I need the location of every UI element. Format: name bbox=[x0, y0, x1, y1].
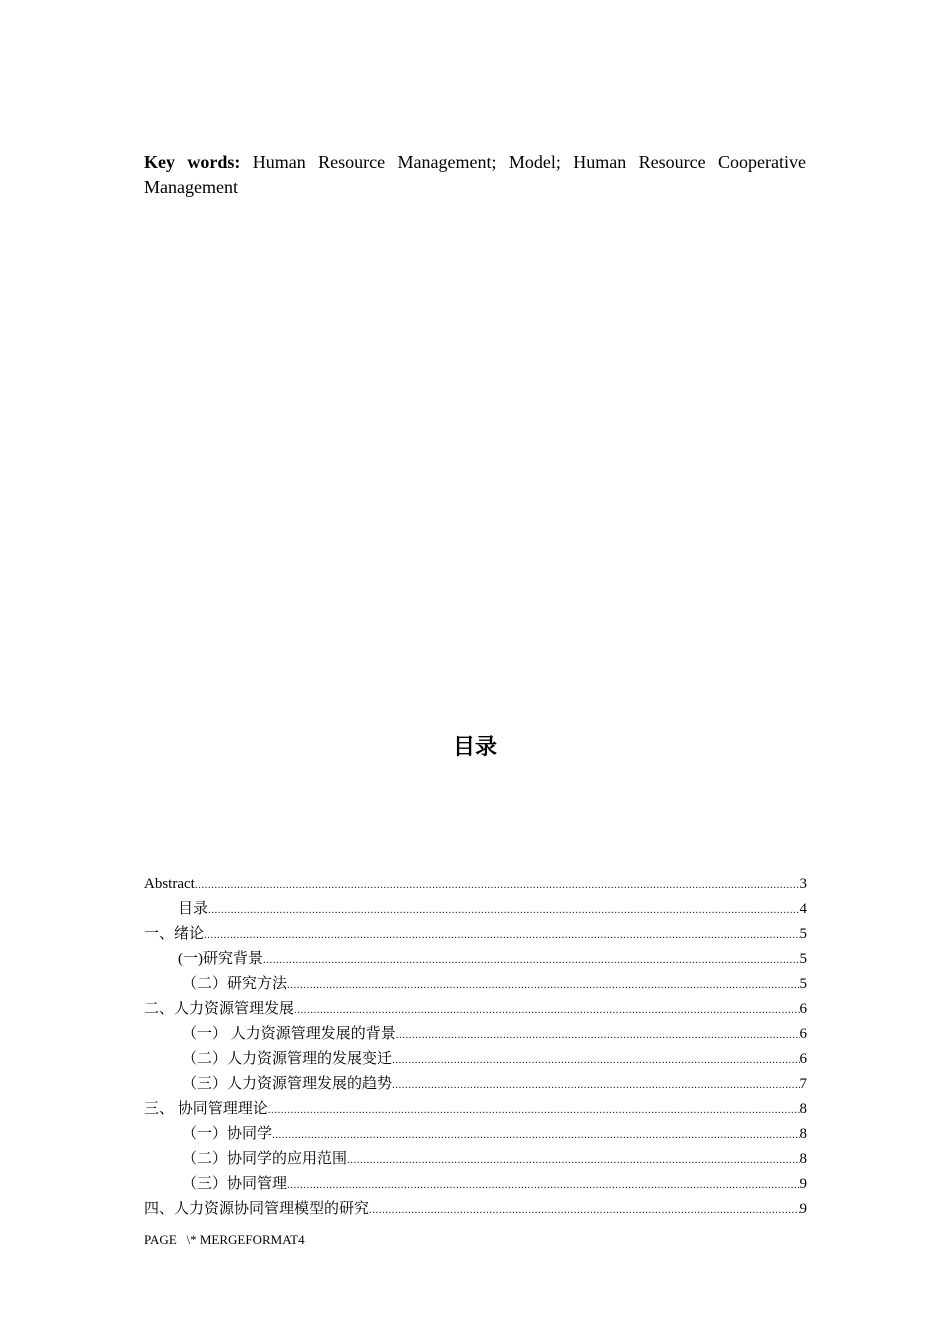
toc-entry-page: 9 bbox=[799, 1201, 807, 1217]
toc-leader-dots bbox=[263, 949, 800, 971]
toc-entry-chapter-3[interactable] bbox=[144, 1098, 807, 1123]
toc-entry-chapter-2[interactable] bbox=[144, 998, 807, 1023]
keywords-label: Key words: bbox=[144, 152, 241, 172]
toc-leader-dots bbox=[195, 874, 800, 896]
toc-leader-dots bbox=[392, 1074, 799, 1096]
toc-entry-label: 一、绪论 bbox=[144, 926, 205, 942]
toc-leader-dots bbox=[396, 1024, 800, 1046]
keywords-paragraph bbox=[144, 150, 806, 200]
toc-entry-1-2[interactable] bbox=[144, 973, 807, 998]
toc-entry-label: （一） 人力资源管理发展的背景 bbox=[182, 1026, 396, 1042]
toc-entry-label: 二、人力资源管理发展 bbox=[144, 1001, 295, 1017]
toc-entry-label: 目录 bbox=[178, 901, 209, 917]
toc-entry-label: 四、人力资源协同管理模型的研究 bbox=[144, 1201, 370, 1217]
toc-leader-dots bbox=[268, 1099, 800, 1121]
toc-entry-page: 6 bbox=[799, 1051, 807, 1067]
toc-leader-dots bbox=[272, 1124, 799, 1146]
toc-entry-page: 7 bbox=[799, 1076, 807, 1092]
page-footer-field: PAGE \* MERGEFORMAT4 bbox=[144, 1232, 305, 1247]
toc-entry-page: 4 bbox=[799, 901, 807, 917]
toc-entry-page: 6 bbox=[799, 1001, 807, 1017]
toc-leader-dots bbox=[287, 1174, 799, 1196]
toc-title: 目录 bbox=[452, 735, 497, 760]
toc-entry-1-1[interactable] bbox=[144, 948, 807, 973]
toc-leader-dots bbox=[347, 1149, 799, 1171]
toc-entry-label: （二）研究方法 bbox=[182, 976, 288, 992]
toc-entry-3-2[interactable] bbox=[144, 1148, 807, 1173]
toc-entry-page: 5 bbox=[799, 926, 807, 942]
toc-entry-3-1[interactable] bbox=[144, 1123, 807, 1148]
toc-entry-label: （三）协同管理 bbox=[182, 1176, 288, 1192]
toc-entry-page: 8 bbox=[799, 1101, 807, 1117]
toc-leader-dots bbox=[287, 974, 799, 996]
toc-entry-label: （二）人力资源管理的发展变迁 bbox=[182, 1051, 393, 1067]
keywords-text: Human Resource Management; Model; Human Resource Cooperative Management bbox=[144, 152, 806, 197]
toc-entry-page: 5 bbox=[799, 951, 807, 967]
toc-entry-page: 5 bbox=[799, 976, 807, 992]
table-of-contents bbox=[144, 873, 807, 1223]
toc-leader-dots bbox=[294, 999, 799, 1021]
toc-entry-2-3[interactable] bbox=[144, 1073, 807, 1098]
toc-entry-label: （一）协同学 bbox=[182, 1126, 273, 1142]
toc-entry-label: （二）协同学的应用范围 bbox=[182, 1151, 348, 1167]
toc-entry-abstract[interactable] bbox=[144, 873, 807, 898]
toc-entry-label: （三）人力资源管理发展的趋势 bbox=[182, 1076, 393, 1092]
toc-leader-dots bbox=[369, 1199, 799, 1221]
toc-leader-dots bbox=[204, 924, 799, 946]
toc-leader-dots bbox=[208, 899, 799, 921]
toc-entry-2-2[interactable] bbox=[144, 1048, 807, 1073]
toc-entry-page: 8 bbox=[799, 1126, 807, 1142]
toc-entry-label: (一)研究背景 bbox=[178, 951, 263, 967]
toc-entry-label: 三、 协同管理理论 bbox=[144, 1101, 268, 1117]
toc-leader-dots bbox=[392, 1049, 799, 1071]
toc-entry-3-3[interactable] bbox=[144, 1173, 807, 1198]
toc-entry-chapter-4[interactable] bbox=[144, 1198, 807, 1223]
toc-entry-page: 9 bbox=[799, 1176, 807, 1192]
toc-entry-2-1[interactable] bbox=[144, 1023, 807, 1048]
toc-entry-chapter-1[interactable] bbox=[144, 923, 807, 948]
toc-entry-label: Abstract bbox=[144, 876, 195, 892]
toc-entry-page: 6 bbox=[799, 1026, 807, 1042]
toc-entry-page: 8 bbox=[799, 1151, 807, 1167]
toc-entry-contents[interactable] bbox=[144, 898, 807, 923]
toc-entry-page: 3 bbox=[799, 876, 807, 892]
